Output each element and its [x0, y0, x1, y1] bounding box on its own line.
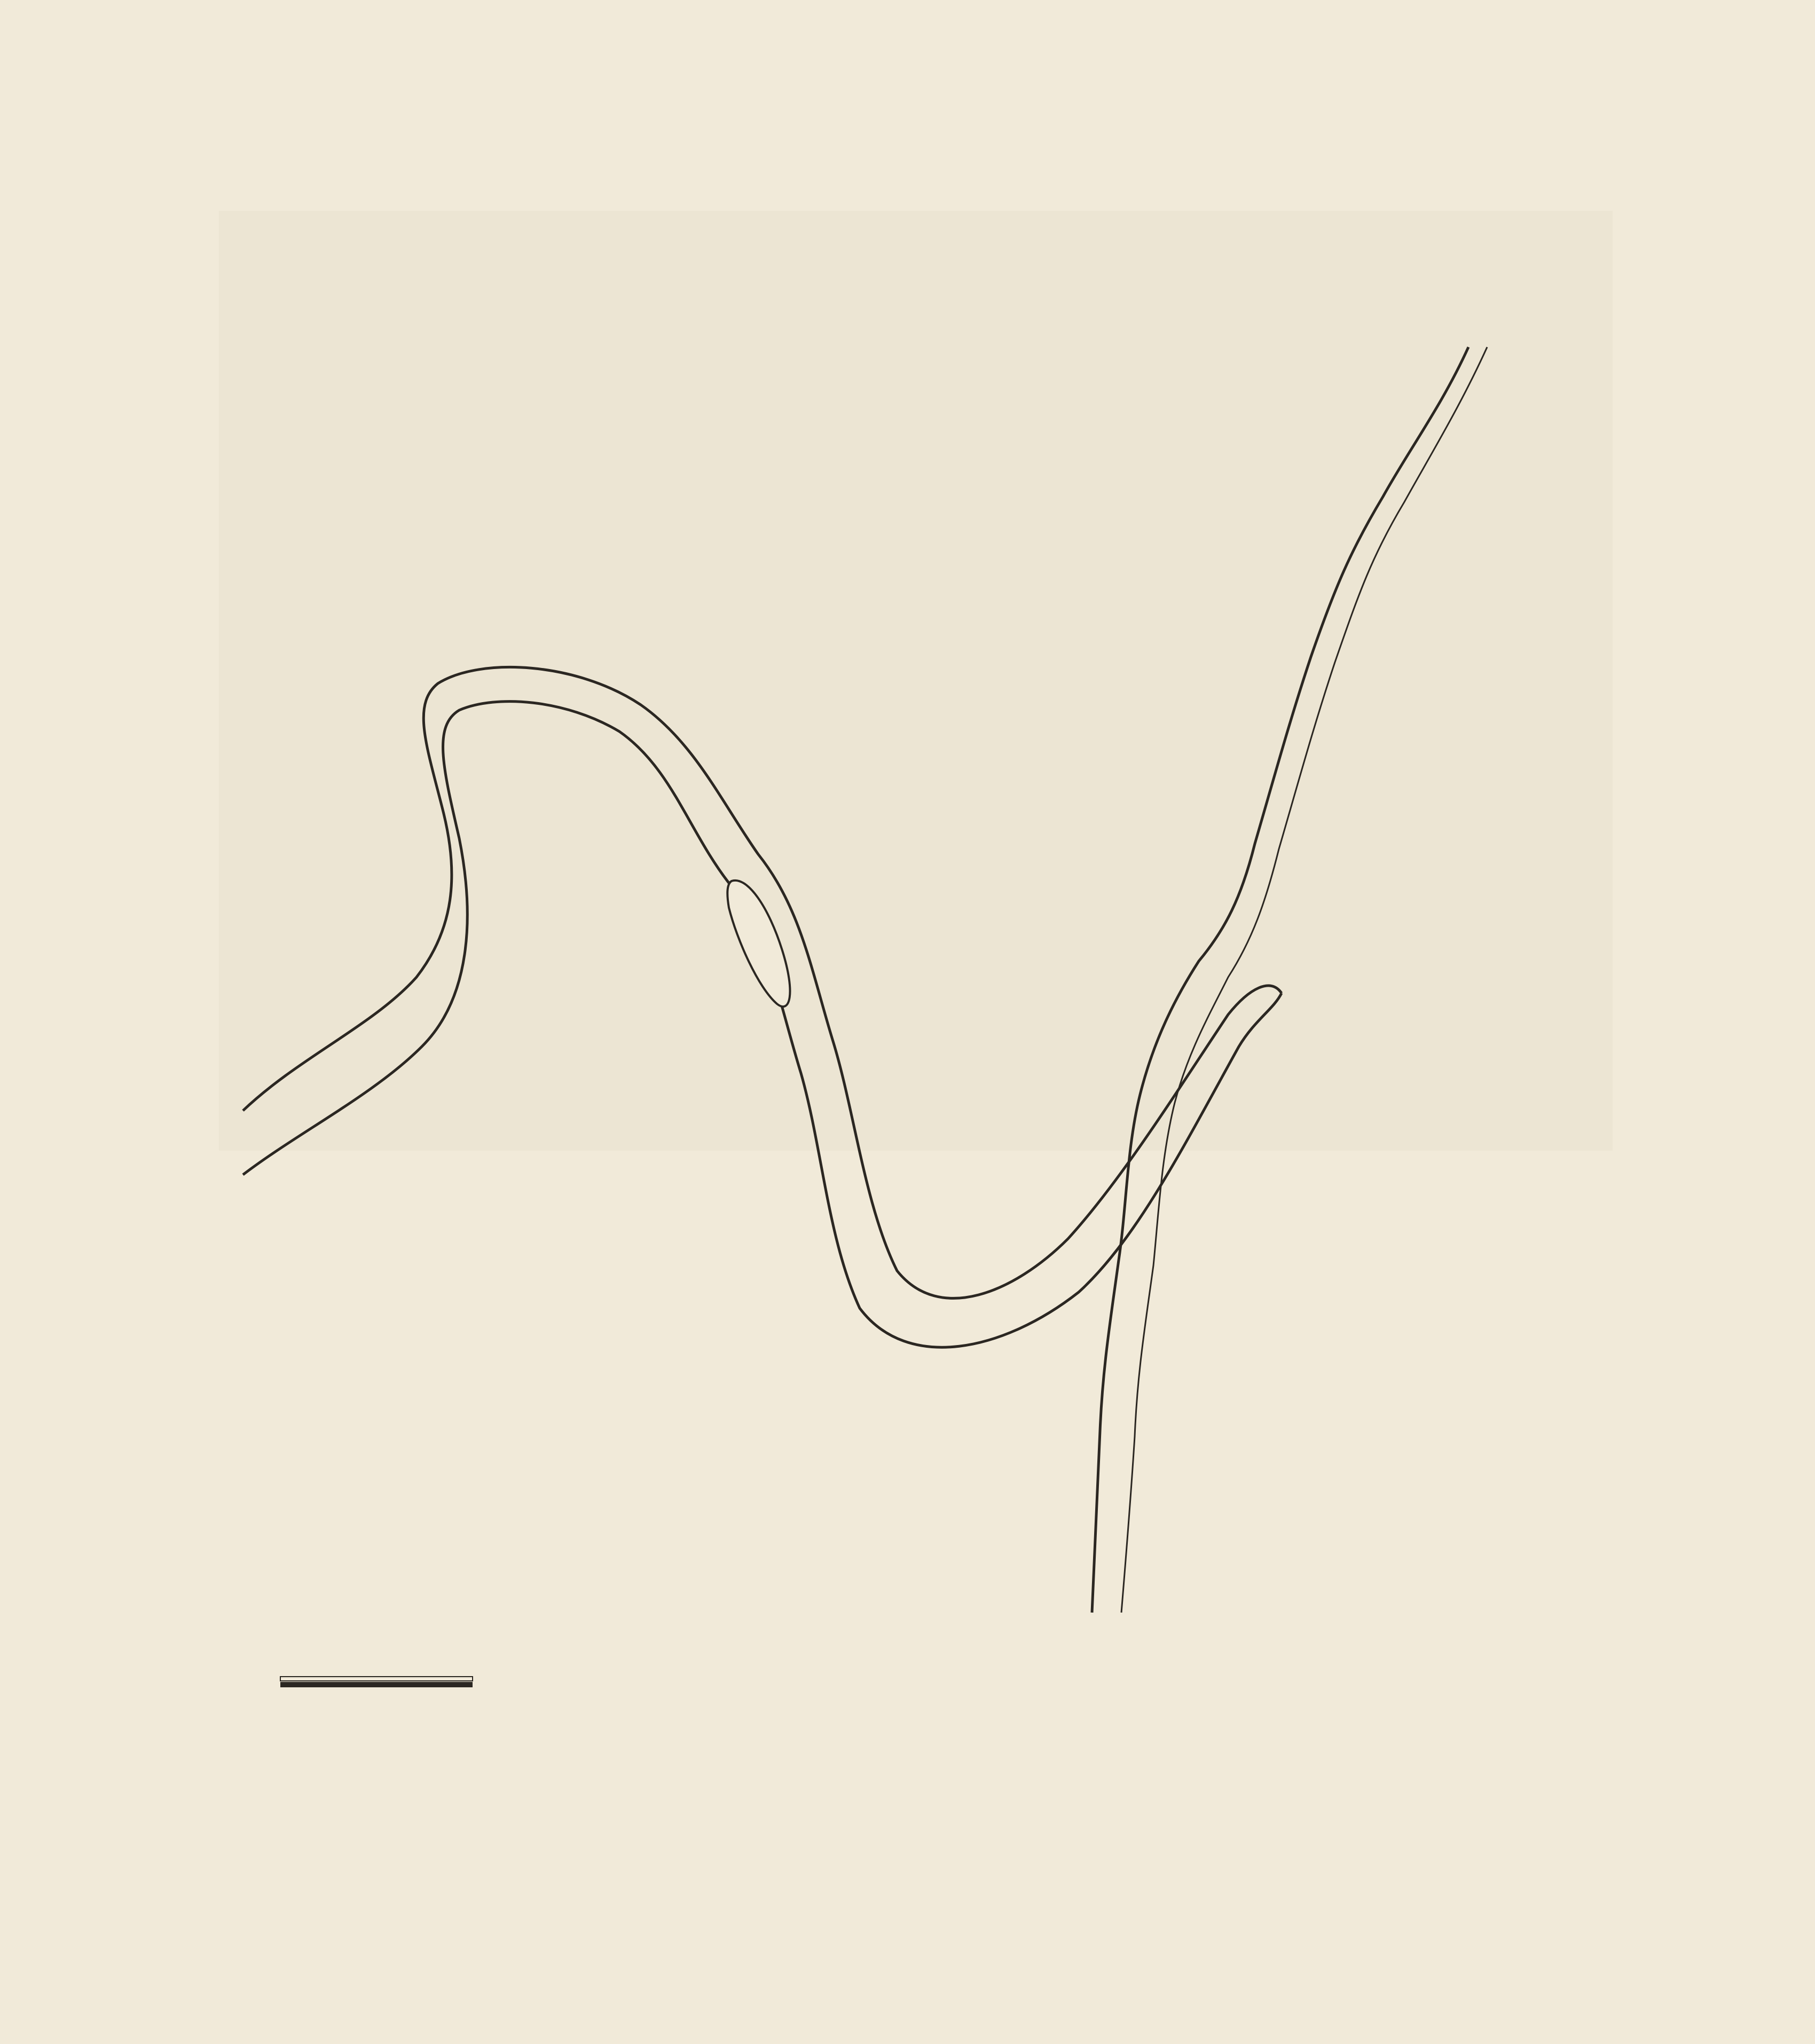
lakeshore-line-inner [1121, 347, 1487, 1613]
river-bank-south [243, 702, 1282, 1348]
lakeshore-line-outer [1092, 347, 1468, 1613]
river-island [727, 881, 790, 1007]
clerk-certificate [654, 1647, 1119, 1652]
scale-bar [280, 1677, 473, 1687]
